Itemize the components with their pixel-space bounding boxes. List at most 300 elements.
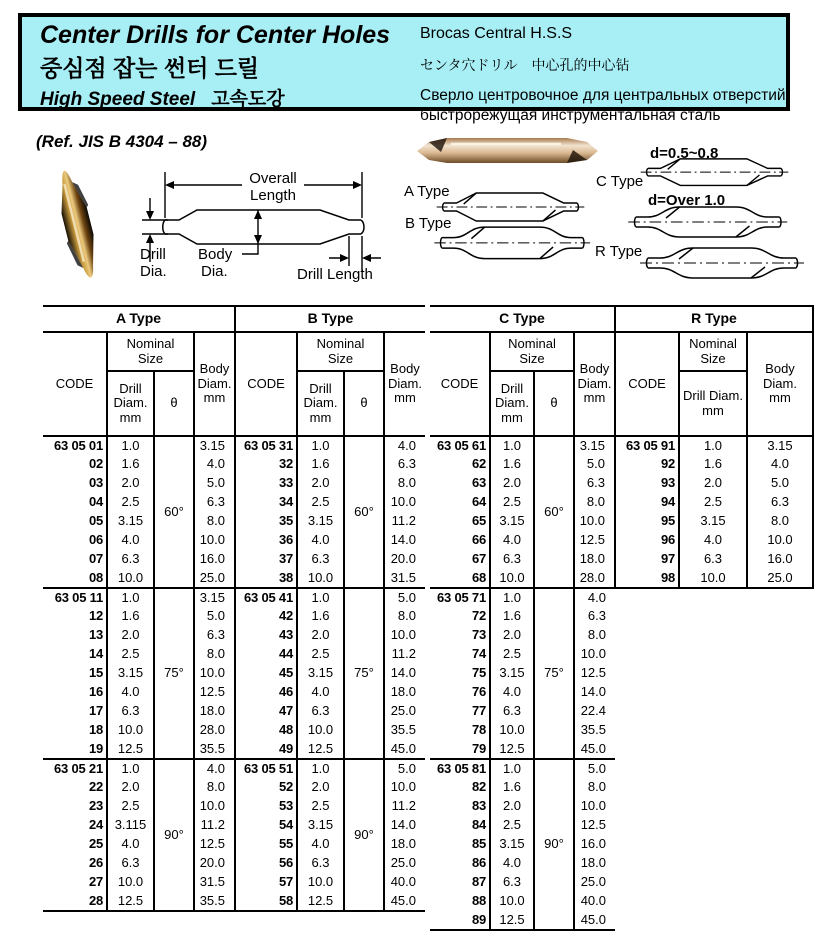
body-diam-cell: 40.0 [390, 874, 416, 890]
drill-diam-cell: 10.0 [297, 721, 344, 740]
body-diam-cell: 8.0 [194, 645, 235, 664]
body-diam-cell: 35.5 [390, 722, 416, 738]
drill-diam-cell: 6.3 [297, 702, 344, 721]
drill-photo [50, 167, 106, 281]
code-cell: 63 [430, 474, 490, 493]
body-diam-cell: 10.0 [390, 494, 416, 510]
code-cell: 56 [235, 854, 297, 873]
drill-diam-cell: 6.3 [490, 550, 534, 569]
drill-diam-cell: 3.15 [490, 835, 534, 854]
label-overall-length-2: Length [250, 187, 296, 204]
body-diam-cell: 28.0 [574, 569, 615, 588]
drill-diam-cell: 2.0 [107, 474, 154, 493]
code-cell: 73 [430, 626, 490, 645]
drill-diam-cell: 6.3 [297, 550, 344, 569]
theta-cell: 90° [344, 759, 384, 911]
drill-diam-cell: 2.0 [297, 474, 344, 493]
body-diam-cell: 25.0 [747, 569, 813, 588]
drill-diam-cell: 2.5 [107, 493, 154, 512]
code-cell: 84 [430, 816, 490, 835]
drill-diam-cell: 3.15 [107, 512, 154, 531]
col-header-theta: θ [154, 371, 194, 436]
body-diam-cell: 8.0 [397, 475, 416, 491]
drill-diam-cell: 10.0 [679, 569, 747, 588]
c-type-small-drawing [641, 159, 789, 186]
theta-cell: 60° [534, 436, 574, 588]
code-cell: 28 [43, 892, 107, 911]
theta-cell: 90° [154, 759, 194, 911]
code-cell: 16 [43, 683, 107, 702]
drill-diam-cell: 1.0 [107, 588, 154, 607]
drill-diam-cell: 1.0 [490, 759, 534, 778]
code-cell: 52 [235, 778, 297, 797]
code-cell: 48 [235, 721, 297, 740]
label-r-type: R Type [595, 243, 643, 260]
theta-cell: 90° [534, 759, 574, 930]
body-diam-cell: 18.0 [194, 702, 235, 721]
body-diam-cell: 18.0 [574, 550, 615, 569]
code-cell: 32 [235, 455, 297, 474]
body-diam-cell: 35.5 [194, 892, 235, 911]
body-diam-cell: 14.0 [580, 684, 606, 700]
code-cell: 25 [43, 835, 107, 854]
col-header-body-diam: Body Diam. mm [194, 332, 235, 436]
body-diam-cell: 10.0 [194, 797, 235, 816]
drill-diam-cell: 6.3 [107, 854, 154, 873]
drill-diam-cell: 12.5 [107, 892, 154, 911]
code-cell: 78 [430, 721, 490, 740]
code-cell: 33 [235, 474, 297, 493]
body-diam-cell: 14.0 [390, 817, 416, 833]
body-diam-cell: 4.0 [194, 455, 235, 474]
body-diam-cell: 18.0 [390, 836, 416, 852]
spec-table [430, 305, 814, 931]
body-diam-cell: 6.3 [587, 608, 606, 624]
body-diam-cell: 8.0 [574, 493, 615, 512]
body-diam-cell: 16.0 [580, 836, 606, 852]
drill-diam-cell: 2.0 [297, 778, 344, 797]
code-cell: 63 05 91 [615, 436, 679, 455]
code-cell: 22 [43, 778, 107, 797]
drill-diam-cell: 2.0 [107, 778, 154, 797]
label-b-type: B Type [405, 215, 452, 232]
code-cell: 63 05 01 [43, 436, 107, 455]
drill-diam-cell: 1.6 [679, 455, 747, 474]
body-diam-cell: 45.0 [384, 892, 425, 911]
drill-diam-cell: 3.15 [490, 664, 534, 683]
material-ko: 고속도강 [211, 89, 285, 110]
code-cell: 34 [235, 493, 297, 512]
col-header-code: CODE [235, 332, 297, 436]
drill-diam-cell: 3.15 [490, 512, 534, 531]
code-cell: 35 [235, 512, 297, 531]
body-diam-cell: 12.5 [574, 531, 615, 550]
drill-diam-cell: 2.5 [107, 645, 154, 664]
col-header-code: CODE [43, 332, 107, 436]
drill-diam-cell: 2.0 [490, 797, 534, 816]
title-left [40, 21, 410, 112]
label-body-dia-2: Dia. [201, 263, 228, 280]
code-cell: 95 [615, 512, 679, 531]
body-diam-cell: 5.0 [194, 607, 235, 626]
type-title-c: C Type [430, 306, 615, 332]
drill-diam-cell: 2.5 [490, 493, 534, 512]
code-cell: 19 [43, 740, 107, 759]
body-diam-cell: 8.0 [747, 512, 813, 531]
drill-diam-cell: 12.5 [490, 911, 534, 930]
code-cell: 74 [430, 645, 490, 664]
spec-table-a-b [43, 305, 425, 912]
drill-diam-cell: 1.6 [297, 455, 344, 474]
drill-diam-cell: 4.0 [297, 531, 344, 550]
body-diam-cell: 3.15 [194, 588, 235, 607]
body-diam-cell: 12.5 [194, 683, 235, 702]
title-banner [18, 13, 790, 124]
code-cell: 86 [430, 854, 490, 873]
body-diam-cell: 8.0 [194, 512, 235, 531]
drill-diam-cell: 1.0 [297, 588, 344, 607]
empty-region [615, 588, 813, 759]
theta-cell: 75° [154, 588, 194, 759]
code-cell: 38 [235, 569, 297, 588]
body-diam-cell: 14.0 [390, 532, 416, 548]
code-cell: 24 [43, 816, 107, 835]
code-cell: 53 [235, 797, 297, 816]
col-header-drill-diam: Drill Diam. mm [297, 371, 344, 436]
body-diam-cell: 16.0 [194, 550, 235, 569]
theta-cell: 75° [344, 588, 384, 759]
col-header-nominal-size: Nominal Size [297, 332, 384, 371]
body-diam-cell: 10.0 [194, 531, 235, 550]
theta-cell: 60° [154, 436, 194, 588]
body-diam-cell: 6.3 [194, 626, 235, 645]
col-header-drill-diam: Drill Diam. mm [679, 371, 747, 436]
label-d-range-small: d=0.5~0.8 [650, 145, 719, 162]
code-cell: 68 [430, 569, 490, 588]
drill-diam-cell: 1.0 [107, 759, 154, 778]
drill-diam-cell: 2.5 [490, 816, 534, 835]
body-diam-cell: 31.5 [384, 569, 425, 588]
drill-diam-cell: 10.0 [107, 721, 154, 740]
body-diam-cell: 6.3 [194, 493, 235, 512]
drill-diam-cell: 6.3 [490, 702, 534, 721]
theta-cell: 60° [344, 436, 384, 588]
body-diam-cell: 45.0 [384, 740, 425, 759]
body-diam-cell: 3.15 [747, 436, 813, 455]
code-cell: 93 [615, 474, 679, 493]
drill-diam-cell: 3.15 [297, 664, 344, 683]
drill-diam-cell: 1.6 [490, 455, 534, 474]
body-diam-cell: 12.5 [580, 665, 606, 681]
code-cell: 63 05 11 [43, 588, 107, 607]
body-diam-cell: 8.0 [397, 608, 416, 624]
title-russian-1: Сверло центровочное для центральных отверстий [420, 87, 786, 104]
drill-diam-cell: 2.0 [679, 474, 747, 493]
drill-diam-cell: 4.0 [679, 531, 747, 550]
body-diam-cell: 25.0 [194, 569, 235, 588]
body-diam-cell: 4.0 [397, 437, 416, 453]
col-header-nominal-size: Nominal Size [679, 332, 747, 371]
code-cell: 17 [43, 702, 107, 721]
code-cell: 98 [615, 569, 679, 588]
col-header-theta: θ [344, 371, 384, 436]
diagram-band [0, 128, 817, 305]
body-diam-cell: 5.0 [194, 474, 235, 493]
body-diam-cell: 18.0 [580, 855, 606, 871]
drill-diam-cell: 2.0 [490, 474, 534, 493]
drill-diam-cell: 6.3 [679, 550, 747, 569]
drill-diam-cell: 4.0 [107, 835, 154, 854]
drill-diam-cell: 4.0 [107, 531, 154, 550]
code-cell: 89 [430, 911, 490, 930]
drill-diam-cell: 3.115 [107, 816, 154, 835]
drill-diam-cell: 6.3 [107, 702, 154, 721]
drill-diam-cell: 1.0 [490, 588, 534, 607]
code-cell: 49 [235, 740, 297, 759]
code-cell: 67 [430, 550, 490, 569]
drill-diam-cell: 4.0 [297, 835, 344, 854]
body-diam-cell: 25.0 [390, 855, 416, 871]
label-body-dia-1: Body [198, 246, 233, 263]
drill-diam-cell: 12.5 [490, 740, 534, 759]
body-diam-cell: 12.5 [580, 817, 606, 833]
code-cell: 36 [235, 531, 297, 550]
body-diam-cell: 20.0 [390, 551, 416, 567]
body-diam-cell: 10.0 [580, 646, 606, 662]
label-drill-dia-2: Dia. [140, 263, 167, 280]
code-cell: 76 [430, 683, 490, 702]
code-cell: 43 [235, 626, 297, 645]
col-header-theta: θ [534, 371, 574, 436]
drill-diam-cell: 2.0 [490, 626, 534, 645]
drill-diam-cell: 12.5 [107, 740, 154, 759]
theta-cell: 75° [534, 588, 574, 759]
drill-diam-cell: 2.5 [679, 493, 747, 512]
body-diam-cell: 4.0 [194, 759, 235, 778]
code-cell: 06 [43, 531, 107, 550]
col-header-drill-diam: Drill Diam. mm [107, 371, 154, 436]
drill-diam-cell: 2.5 [297, 797, 344, 816]
body-diam-cell: 25.0 [390, 703, 416, 719]
drill-diam-cell: 3.15 [107, 664, 154, 683]
label-d-range-large: d=Over 1.0 [648, 192, 726, 209]
body-diam-cell: 5.0 [574, 455, 615, 474]
code-cell: 58 [235, 892, 297, 911]
code-cell: 46 [235, 683, 297, 702]
code-cell: 13 [43, 626, 107, 645]
body-diam-cell: 18.0 [390, 684, 416, 700]
drill-diam-cell: 3.15 [297, 816, 344, 835]
page-title: Center Drills for Center Holes [40, 21, 391, 49]
code-cell: 75 [430, 664, 490, 683]
col-header-body-diam: Body Diam. mm [747, 332, 813, 436]
material-subtitle [40, 88, 410, 112]
drill-diam-cell: 2.5 [297, 645, 344, 664]
label-drill-dia-1: Drill [140, 246, 166, 263]
body-diam-cell: 35.5 [194, 740, 235, 759]
drill-diam-cell: 12.5 [297, 892, 344, 911]
body-diam-cell: 5.0 [587, 760, 606, 776]
code-cell: 92 [615, 455, 679, 474]
code-cell: 18 [43, 721, 107, 740]
code-cell: 77 [430, 702, 490, 721]
col-header-code: CODE [615, 332, 679, 436]
type-title-b: B Type [235, 306, 425, 332]
drill-diam-cell: 6.3 [490, 873, 534, 892]
col-header-drill-diam: Drill Diam. mm [490, 371, 534, 436]
drill-diam-cell: 1.0 [490, 436, 534, 455]
drill-diam-cell: 10.0 [490, 721, 534, 740]
body-diam-cell: 5.0 [397, 760, 416, 776]
code-cell: 37 [235, 550, 297, 569]
drill-diam-cell: 1.6 [107, 607, 154, 626]
code-cell: 27 [43, 873, 107, 892]
body-diam-cell: 5.0 [397, 589, 416, 605]
body-diam-cell: 4.0 [587, 589, 606, 605]
body-diam-cell: 8.0 [194, 778, 235, 797]
drill-diam-cell: 2.5 [297, 493, 344, 512]
body-diam-cell: 11.2 [391, 513, 416, 529]
type-title-r: R Type [615, 306, 813, 332]
drill-diam-cell: 1.0 [679, 436, 747, 455]
code-cell: 83 [430, 797, 490, 816]
body-diam-cell: 16.0 [747, 550, 813, 569]
title-japanese-chinese: センタ穴ドリル 中心孔的中心钻 [420, 57, 630, 73]
c-type-large-drawing [628, 207, 787, 237]
code-cell: 88 [430, 892, 490, 911]
empty-region [615, 759, 813, 930]
body-diam-cell: 45.0 [574, 740, 615, 759]
code-cell: 82 [430, 778, 490, 797]
body-diam-cell: 25.0 [580, 874, 606, 890]
code-cell: 63 05 71 [430, 588, 490, 607]
code-cell: 96 [615, 531, 679, 550]
drill-diam-cell: 1.6 [107, 455, 154, 474]
col-header-code: CODE [430, 332, 490, 436]
code-cell: 87 [430, 873, 490, 892]
drill-diam-cell: 1.0 [107, 436, 154, 455]
body-diam-cell: 3.15 [574, 436, 615, 455]
b-type-drawing [434, 227, 590, 259]
drill-diam-cell: 4.0 [107, 683, 154, 702]
body-diam-cell: 31.5 [194, 873, 235, 892]
dimension-drawing [140, 170, 381, 283]
body-diam-cell: 5.0 [747, 474, 813, 493]
code-cell: 42 [235, 607, 297, 626]
code-cell: 05 [43, 512, 107, 531]
drill-diam-cell: 10.0 [297, 569, 344, 588]
code-cell: 97 [615, 550, 679, 569]
body-diam-cell: 28.0 [194, 721, 235, 740]
spec-table-c-r [430, 305, 814, 931]
code-cell: 65 [430, 512, 490, 531]
body-diam-cell: 11.2 [391, 798, 416, 814]
drill-diam-cell: 12.5 [297, 740, 344, 759]
drill-diam-cell: 3.15 [679, 512, 747, 531]
col-header-nominal-size: Nominal Size [490, 332, 574, 371]
body-diam-cell: 8.0 [587, 779, 606, 795]
body-diam-cell: 22.4 [580, 703, 606, 719]
drill-diam-cell: 1.0 [297, 436, 344, 455]
r-type-drawing [640, 248, 804, 278]
drill-diam-cell: 1.6 [490, 778, 534, 797]
body-diam-cell: 14.0 [390, 665, 416, 681]
code-cell: 15 [43, 664, 107, 683]
drill-diam-cell: 6.3 [297, 854, 344, 873]
drill-diam-cell: 3.15 [297, 512, 344, 531]
title-right [420, 23, 790, 125]
code-cell: 12 [43, 607, 107, 626]
drill-diam-cell: 2.0 [107, 626, 154, 645]
code-cell: 63 05 31 [235, 436, 297, 455]
label-c-type: C Type [596, 173, 644, 190]
drill-diam-cell: 10.0 [107, 873, 154, 892]
col-header-nominal-size: Nominal Size [107, 332, 194, 371]
drill-diam-cell: 10.0 [490, 569, 534, 588]
title-spanish: Brocas Central H.S.S [420, 25, 573, 42]
drill-diam-cell: 2.0 [297, 626, 344, 645]
jis-reference: (Ref. JIS B 4304 – 88) [36, 132, 208, 151]
body-diam-cell: 6.3 [747, 493, 813, 512]
col-header-body-diam: Body Diam. mm [384, 332, 425, 436]
code-cell: 63 05 81 [430, 759, 490, 778]
drill-diam-cell: 4.0 [490, 531, 534, 550]
col-header-body-diam: Body Diam. mm [574, 332, 615, 436]
code-cell: 63 05 51 [235, 759, 297, 778]
drill-diam-cell: 1.6 [490, 607, 534, 626]
drill-diam-cell: 4.0 [490, 854, 534, 873]
body-diam-cell: 35.5 [580, 722, 606, 738]
code-cell: 62 [430, 455, 490, 474]
label-drill-length: Drill Length [297, 266, 373, 283]
body-diam-cell: 8.0 [587, 627, 606, 643]
drill-diam-cell: 10.0 [107, 569, 154, 588]
code-cell: 79 [430, 740, 490, 759]
code-cell: 44 [235, 645, 297, 664]
code-cell: 04 [43, 493, 107, 512]
body-diam-cell: 10.0 [574, 512, 615, 531]
body-diam-cell: 45.0 [574, 911, 615, 930]
code-cell: 64 [430, 493, 490, 512]
code-cell: 14 [43, 645, 107, 664]
body-diam-cell: 10.0 [747, 531, 813, 550]
body-diam-cell: 6.3 [397, 456, 416, 472]
type-title-a: A Type [43, 306, 235, 332]
body-diam-cell: 10.0 [390, 627, 416, 643]
a-type-drawing [437, 193, 585, 221]
code-cell: 07 [43, 550, 107, 569]
code-cell: 08 [43, 569, 107, 588]
body-diam-cell: 12.5 [194, 835, 235, 854]
drill-diam-cell: 6.3 [107, 550, 154, 569]
drill-diam-cell: 10.0 [297, 873, 344, 892]
code-cell: 54 [235, 816, 297, 835]
code-cell: 63 05 41 [235, 588, 297, 607]
label-a-type: A Type [404, 183, 450, 200]
body-diam-cell: 20.0 [194, 854, 235, 873]
code-cell: 23 [43, 797, 107, 816]
drill-diam-cell: 4.0 [490, 683, 534, 702]
code-cell: 63 05 61 [430, 436, 490, 455]
material-en: High Speed Steel [40, 89, 196, 110]
code-cell: 72 [430, 607, 490, 626]
code-cell: 94 [615, 493, 679, 512]
drill-diam-cell: 1.0 [297, 759, 344, 778]
code-cell: 57 [235, 873, 297, 892]
code-cell: 26 [43, 854, 107, 873]
drill-diam-cell: 4.0 [297, 683, 344, 702]
code-cell: 63 05 21 [43, 759, 107, 778]
